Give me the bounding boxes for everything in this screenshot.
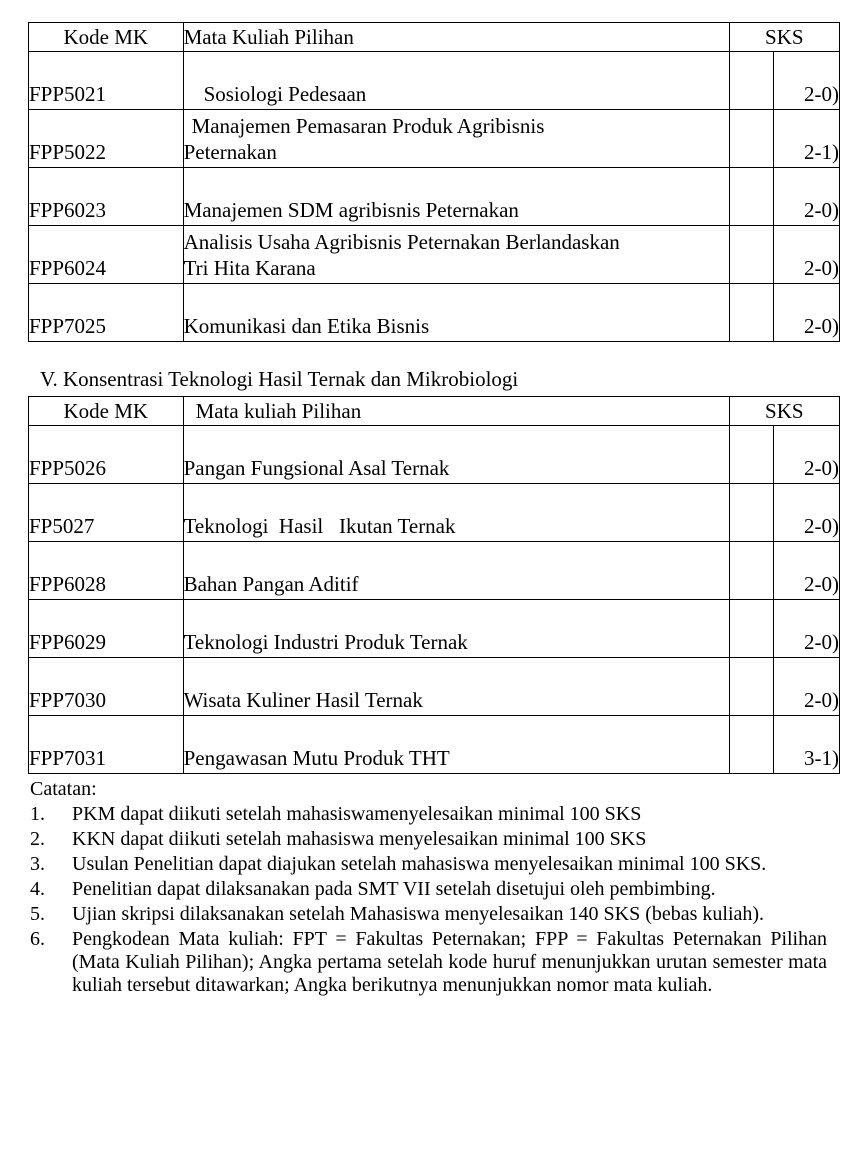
course-name <box>183 226 729 284</box>
item-text: Penelitian dapat dilaksanakan pada SMT VII setelah disetujui oleh pembimbing. <box>72 878 716 900</box>
course-sks: 2-0) <box>773 542 839 600</box>
table-row <box>29 110 840 168</box>
item-number: 2. <box>30 828 45 850</box>
course-code: FPP7030 <box>29 658 184 716</box>
course-sks: 3-1) <box>773 716 839 774</box>
course-name-line: Tri Hita Karana <box>183 256 316 280</box>
sks-blank-cell <box>729 110 773 168</box>
course-table-elective-2 <box>28 396 840 774</box>
list-item <box>30 803 827 826</box>
course-code: FPP7031 <box>29 716 184 774</box>
course-sks: 2-1) <box>773 110 839 168</box>
item-text: PKM dapat diikuti setelah mahasiswamenyelesaikan minimal 100 SKS <box>72 803 642 825</box>
course-name-line: Analisis Usaha Agribisnis Peternakan Berlandaskan <box>183 230 620 254</box>
item-number: 4. <box>30 878 45 900</box>
course-name-line: Manajemen Pemasaran Produk Agribisnis <box>191 114 545 138</box>
sks-blank-cell <box>729 426 773 484</box>
course-name: Manajemen SDM agribisnis Peternakan <box>183 168 729 226</box>
table-row <box>29 52 840 110</box>
list-item <box>30 928 827 997</box>
header-mata-kuliah: Mata kuliah Pilihan <box>183 397 729 426</box>
course-name: Wisata Kuliner Hasil Ternak <box>183 658 729 716</box>
course-name: Teknologi Hasil Ikutan Ternak <box>183 484 729 542</box>
section-title: V. Konsentrasi Teknologi Hasil Ternak dan Mikrobiologi <box>40 367 519 391</box>
sks-blank-cell <box>729 658 773 716</box>
sks-blank-cell <box>729 600 773 658</box>
course-code: FPP6028 <box>29 542 184 600</box>
header-mata-kuliah: Mata Kuliah Pilihan <box>183 23 729 52</box>
header-sks: SKS <box>729 23 839 52</box>
course-table-elective-1 <box>28 22 840 342</box>
sks-blank-cell <box>729 542 773 600</box>
list-item <box>30 903 827 926</box>
table-row <box>29 284 840 342</box>
item-number: 1. <box>30 803 45 825</box>
course-sks: 2-0) <box>773 426 839 484</box>
item-text: Pengkodean Mata kuliah: FPT = Fakultas Peternakan; FPP = Fakultas Peternakan Pilihan (Mata Kuliah Pilihan); Angka pertama setelah kode huruf menunjukkan urutan semester mata kuliah tersebut ditawarkan; Angka berikutnya menunjukkan nomor mata kuliah. <box>72 928 827 996</box>
table-row <box>29 226 840 284</box>
header-kode: Kode MK <box>29 397 184 426</box>
item-number: 5. <box>30 903 45 925</box>
course-code: FPP6029 <box>29 600 184 658</box>
course-name: Pangan Fungsional Asal Ternak <box>183 426 729 484</box>
list-item <box>30 878 827 901</box>
notes-section <box>30 778 827 999</box>
notes-list <box>30 803 827 997</box>
sks-blank-cell <box>729 284 773 342</box>
list-item <box>30 828 827 851</box>
header-kode: Kode MK <box>29 23 184 52</box>
table-header-row <box>29 23 840 52</box>
course-name-line: Peternakan <box>183 140 277 164</box>
course-sks: 2-0) <box>773 284 839 342</box>
item-number: 6. <box>30 928 45 950</box>
header-sks: SKS <box>729 397 839 426</box>
course-sks: 2-0) <box>773 226 839 284</box>
table-row <box>29 426 840 484</box>
course-sks: 2-0) <box>773 52 839 110</box>
course-code: FPP6023 <box>29 168 184 226</box>
list-item <box>30 853 827 876</box>
item-text: KKN dapat diikuti setelah mahasiswa menyelesaikan minimal 100 SKS <box>72 828 647 850</box>
table-row <box>29 168 840 226</box>
course-name: Sosiologi Pedesaan <box>183 52 729 110</box>
course-code: FPP6024 <box>29 226 184 284</box>
sks-blank-cell <box>729 52 773 110</box>
course-code: FPP7025 <box>29 284 184 342</box>
course-code: FP5027 <box>29 484 184 542</box>
course-sks: 2-0) <box>773 658 839 716</box>
course-code: FPP5026 <box>29 426 184 484</box>
item-text: Usulan Penelitian dapat diajukan setelah mahasiswa menyelesaikan minimal 100 SKS. <box>72 853 767 875</box>
course-name: Pengawasan Mutu Produk THT <box>183 716 729 774</box>
course-sks: 2-0) <box>773 600 839 658</box>
item-text: Ujian skripsi dilaksanakan setelah Mahasiswa menyelesaikan 140 SKS (bebas kuliah). <box>72 903 765 925</box>
table-row <box>29 542 840 600</box>
table-row <box>29 658 840 716</box>
course-sks: 2-0) <box>773 484 839 542</box>
table-row <box>29 484 840 542</box>
course-name <box>183 110 729 168</box>
course-name: Komunikasi dan Etika Bisnis <box>183 284 729 342</box>
course-code: FPP5022 <box>29 110 184 168</box>
course-name: Teknologi Industri Produk Ternak <box>183 600 729 658</box>
sks-blank-cell <box>729 168 773 226</box>
table-row <box>29 600 840 658</box>
item-number: 3. <box>30 853 45 875</box>
sks-blank-cell <box>729 484 773 542</box>
course-name: Bahan Pangan Aditif <box>183 542 729 600</box>
course-sks: 2-0) <box>773 168 839 226</box>
table-header-row <box>29 397 840 426</box>
notes-title: Catatan: <box>30 778 97 800</box>
table-row <box>29 716 840 774</box>
sks-blank-cell <box>729 716 773 774</box>
course-code: FPP5021 <box>29 52 184 110</box>
sks-blank-cell <box>729 226 773 284</box>
